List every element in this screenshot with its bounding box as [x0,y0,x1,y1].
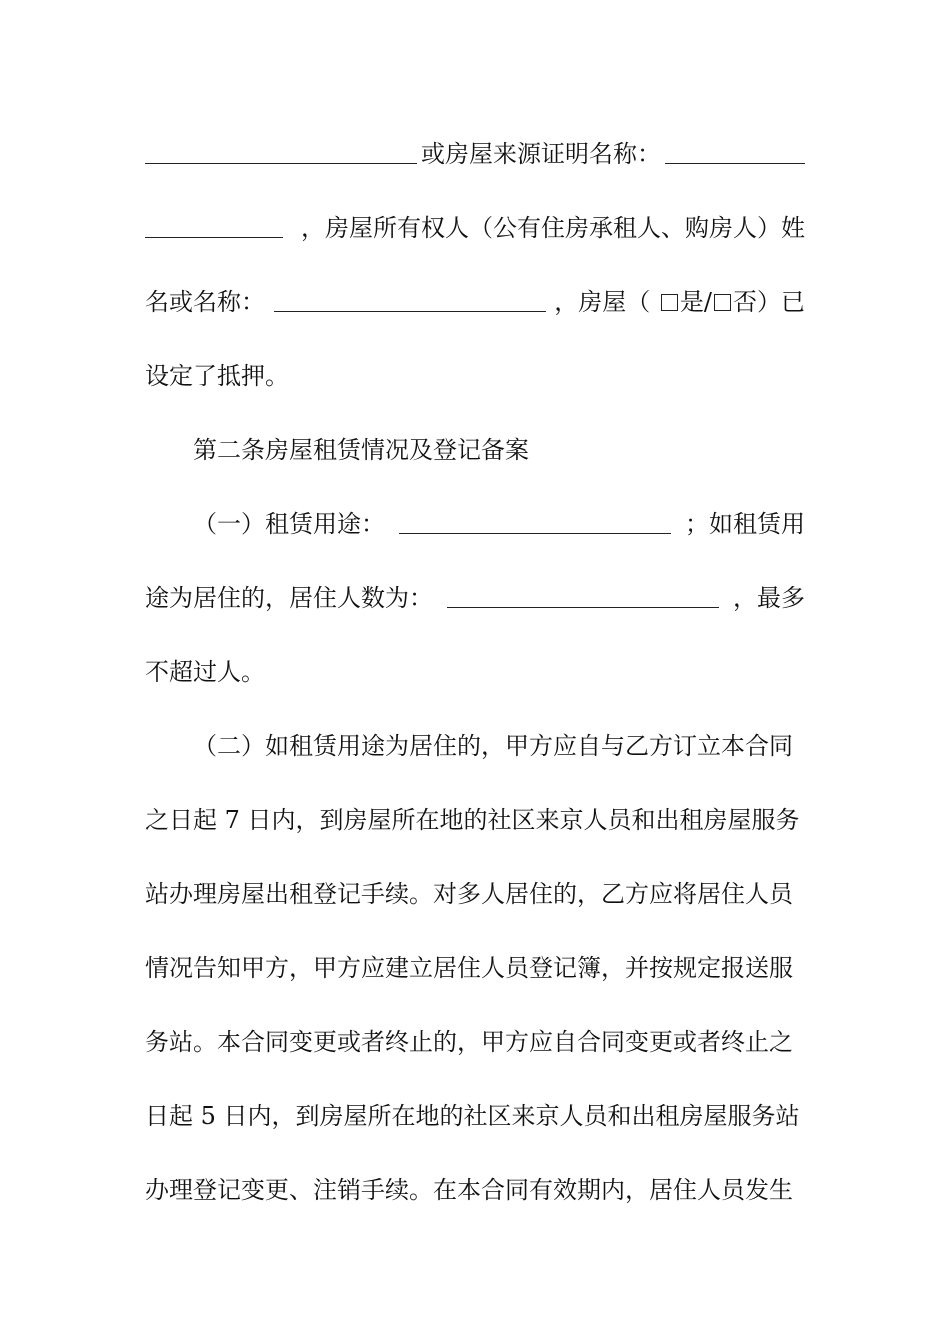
line-8: 不超过人。 [145,658,265,686]
mortgage-options [659,285,805,319]
line-text: （一）租赁用途： [193,510,385,538]
line-10: 之日起 7 日内，到房屋所在地的社区来京人员和出租房屋服务 [145,806,800,834]
line-11: 站办理房屋出租登记手续。对多人居住的，乙方应将居住人员 [145,880,793,908]
line-text: 途为居住的，居住人数为： [145,584,433,612]
line-4: 设定了抵押。 [145,362,289,390]
blank-field[interactable] [274,285,546,312]
line-12: 情况告知甲方，甲方应建立居住人员登记簿，并按规定报送服 [145,954,793,982]
option-yes-label: 是/ [679,288,712,316]
option-no-label: 否）已 [732,288,805,316]
line-text: ；如租赁用 [685,510,805,538]
line-15: 办理登记变更、注销手续。在本合同有效期内，居住人员发生 [145,1176,793,1204]
blank-field[interactable] [399,507,671,534]
line-1 [145,137,805,171]
line-13: 务站。本合同变更或者终止的，甲方应自合同变更或者终止之 [145,1028,793,1056]
line-14: 日起 5 日内，到房屋所在地的社区来京人员和出租房屋服务站 [145,1102,800,1130]
blank-field[interactable] [665,137,805,164]
line-text: ，最多 [733,584,805,612]
section-heading: 第二条房屋租赁情况及登记备案 [193,436,529,464]
blank-field[interactable] [447,581,719,608]
line-text: 名或名称： [145,288,265,316]
line-9: （二）如租赁用途为居住的，甲方应自与乙方订立本合同 [193,732,793,760]
line-text: 或房屋来源证明名称： [421,140,661,168]
line-text: ，房屋（ [554,288,651,316]
blank-field[interactable] [145,137,417,164]
line-2 [145,211,805,245]
line-text: ，房屋所有权人（公有住房承租人、购房人）姓 [301,214,805,242]
line-7 [145,581,805,615]
blank-field[interactable] [145,211,283,238]
checkbox-yes[interactable] [661,294,678,311]
checkbox-no[interactable] [714,294,731,311]
line-3 [145,285,805,319]
line-6 [193,507,805,541]
